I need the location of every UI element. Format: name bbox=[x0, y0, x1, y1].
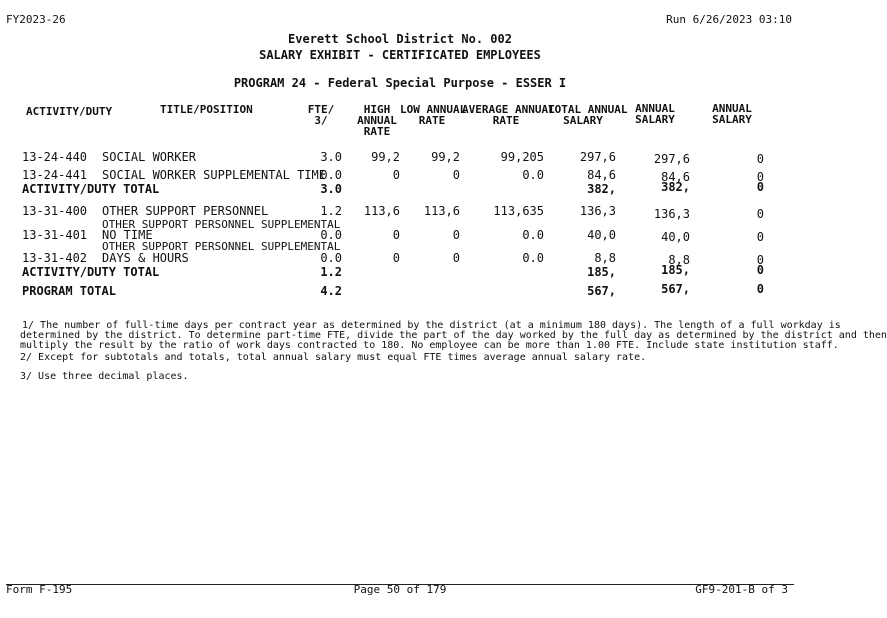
form-number: Form F-195 bbox=[6, 583, 73, 596]
row-annual-1: 8,8 bbox=[668, 253, 690, 267]
district-title: Everett School District No. 002 bbox=[288, 32, 512, 46]
col-annual-salary-2: ANNUAL SALARY bbox=[712, 102, 752, 126]
row-total: 8,8 bbox=[594, 251, 616, 265]
row-annual-1: 297,6 bbox=[653, 152, 690, 166]
note-1-line-2: determined by the district. To determine part-time FTE, divide the part of the day worked by the full day as determined by the district and then bbox=[20, 330, 887, 341]
report-title: SALARY EXHIBIT - CERTIFICATED EMPLOYEES bbox=[259, 48, 541, 62]
row-fte: 3.0 bbox=[320, 182, 342, 196]
note-3: 3/ Use three decimal places. bbox=[20, 371, 189, 382]
row-title-line-1: OTHER SUPPORT PERSONNEL SUPPLEMENTAL bbox=[102, 218, 341, 231]
row-avg: 99,205 bbox=[500, 150, 544, 164]
row-fte: 1.2 bbox=[320, 265, 342, 279]
row-title-line-2: DAYS & HOURS bbox=[102, 251, 189, 265]
row-high: 0 bbox=[392, 251, 400, 265]
row-high: 0 bbox=[392, 228, 400, 242]
row-avg: 0.0 bbox=[522, 168, 544, 182]
row-total: 382, bbox=[587, 182, 616, 196]
row-fte: 1.2 bbox=[320, 204, 342, 218]
row-avg: 0.0 bbox=[522, 228, 544, 242]
row-annual-2: 0 bbox=[756, 170, 764, 184]
row-low: 99,2 bbox=[431, 150, 460, 164]
run-date-label: Run 6/26/2023 03:10 bbox=[666, 13, 792, 26]
note-1-line-1: 1/ The number of full-time days per contract year as determined by the district (at a minimum 180 days). The length of a full workday is bbox=[22, 320, 841, 331]
program-title: PROGRAM 24 - Federal Special Purpose - ESSER I bbox=[233, 76, 567, 90]
form-section: GF9-201-B of 3 bbox=[695, 583, 788, 596]
page-number: Page 50 of 179 bbox=[353, 583, 447, 596]
row-annual-1: 185, bbox=[661, 263, 690, 277]
row-title: OTHER SUPPORT PERSONNEL bbox=[102, 204, 269, 218]
col-fte: FTE/ 3/ bbox=[307, 103, 335, 127]
row-code: ACTIVITY/DUTY TOTAL bbox=[22, 182, 160, 196]
row-low: 0 bbox=[452, 251, 460, 265]
col-high-annual-rate: HIGH ANNUAL RATE bbox=[357, 103, 397, 138]
col-annual-salary-1: ANNUAL SALARY bbox=[635, 102, 675, 126]
row-high: 0 bbox=[392, 168, 400, 182]
col-title-position: TITLE/POSITION bbox=[160, 103, 253, 116]
note-1-line-3: multiply the result by the ratio of work days contracted to 180. No employee can be more than 1.00 FTE. Include state institution staff. bbox=[20, 340, 839, 351]
row-annual-2: 0 bbox=[756, 253, 764, 267]
row-total: 567, bbox=[587, 284, 616, 298]
row-fte: 0.0 bbox=[320, 228, 342, 242]
col-low-annual-rate: LOW ANNUAL RATE bbox=[400, 103, 467, 127]
row-annual-1: 136,3 bbox=[653, 207, 690, 221]
row-total: 84,6 bbox=[587, 168, 616, 182]
row-high: 99,2 bbox=[371, 150, 400, 164]
fiscal-year-label: FY2023-26 bbox=[6, 13, 66, 26]
row-annual-1: 84,6 bbox=[661, 170, 690, 184]
row-title: SOCIAL WORKER bbox=[102, 150, 196, 164]
row-code: ACTIVITY/DUTY TOTAL bbox=[22, 265, 160, 279]
col-total-annual-salary: TOTAL ANNUAL SALARY bbox=[548, 103, 628, 127]
col-average-annual-rate: AVERAGE ANNUAL RATE bbox=[462, 103, 555, 127]
row-low: 0 bbox=[452, 228, 460, 242]
row-high: 113,6 bbox=[363, 204, 400, 218]
row-annual-2: 0 bbox=[756, 230, 764, 244]
row-total: 185, bbox=[587, 265, 616, 279]
row-title-line-2: NO TIME bbox=[102, 228, 153, 242]
row-annual-1: 40,0 bbox=[661, 230, 690, 244]
row-total: 136,3 bbox=[579, 204, 616, 218]
row-fte: 3.0 bbox=[320, 150, 342, 164]
row-code: 13-31-402 bbox=[22, 251, 88, 265]
note-2: 2/ Except for subtotals and totals, total annual salary must equal FTE times average annual salary rate. bbox=[20, 352, 647, 363]
row-title: SOCIAL WORKER SUPPLEMENTAL TIME bbox=[102, 168, 326, 182]
row-title-line-1: OTHER SUPPORT PERSONNEL SUPPLEMENTAL bbox=[102, 240, 341, 253]
row-fte: 0.0 bbox=[320, 168, 342, 182]
row-fte: 4.2 bbox=[320, 284, 342, 298]
row-code: 13-24-441 bbox=[22, 168, 88, 182]
row-fte: 0.0 bbox=[320, 251, 342, 265]
col-activity-duty: ACTIVITY/DUTY bbox=[26, 105, 113, 118]
row-annual-2: 0 bbox=[756, 263, 764, 277]
row-annual-1: 382, bbox=[661, 180, 690, 194]
row-code: 13-24-440 bbox=[22, 150, 88, 164]
row-low: 113,6 bbox=[423, 204, 460, 218]
row-avg: 113,635 bbox=[493, 204, 544, 218]
row-code: 13-31-401 bbox=[22, 228, 88, 242]
row-code: 13-31-400 bbox=[22, 204, 88, 218]
row-annual-2: 0 bbox=[756, 207, 764, 221]
row-avg: 0.0 bbox=[522, 251, 544, 265]
row-total: 40,0 bbox=[587, 228, 616, 242]
row-annual-1: 567, bbox=[661, 282, 690, 296]
row-annual-2: 0 bbox=[756, 180, 764, 194]
row-annual-2: 0 bbox=[756, 282, 764, 296]
row-total: 297,6 bbox=[579, 150, 616, 164]
row-code: PROGRAM TOTAL bbox=[22, 284, 116, 298]
row-annual-2: 0 bbox=[756, 152, 764, 166]
row-low: 0 bbox=[452, 168, 460, 182]
